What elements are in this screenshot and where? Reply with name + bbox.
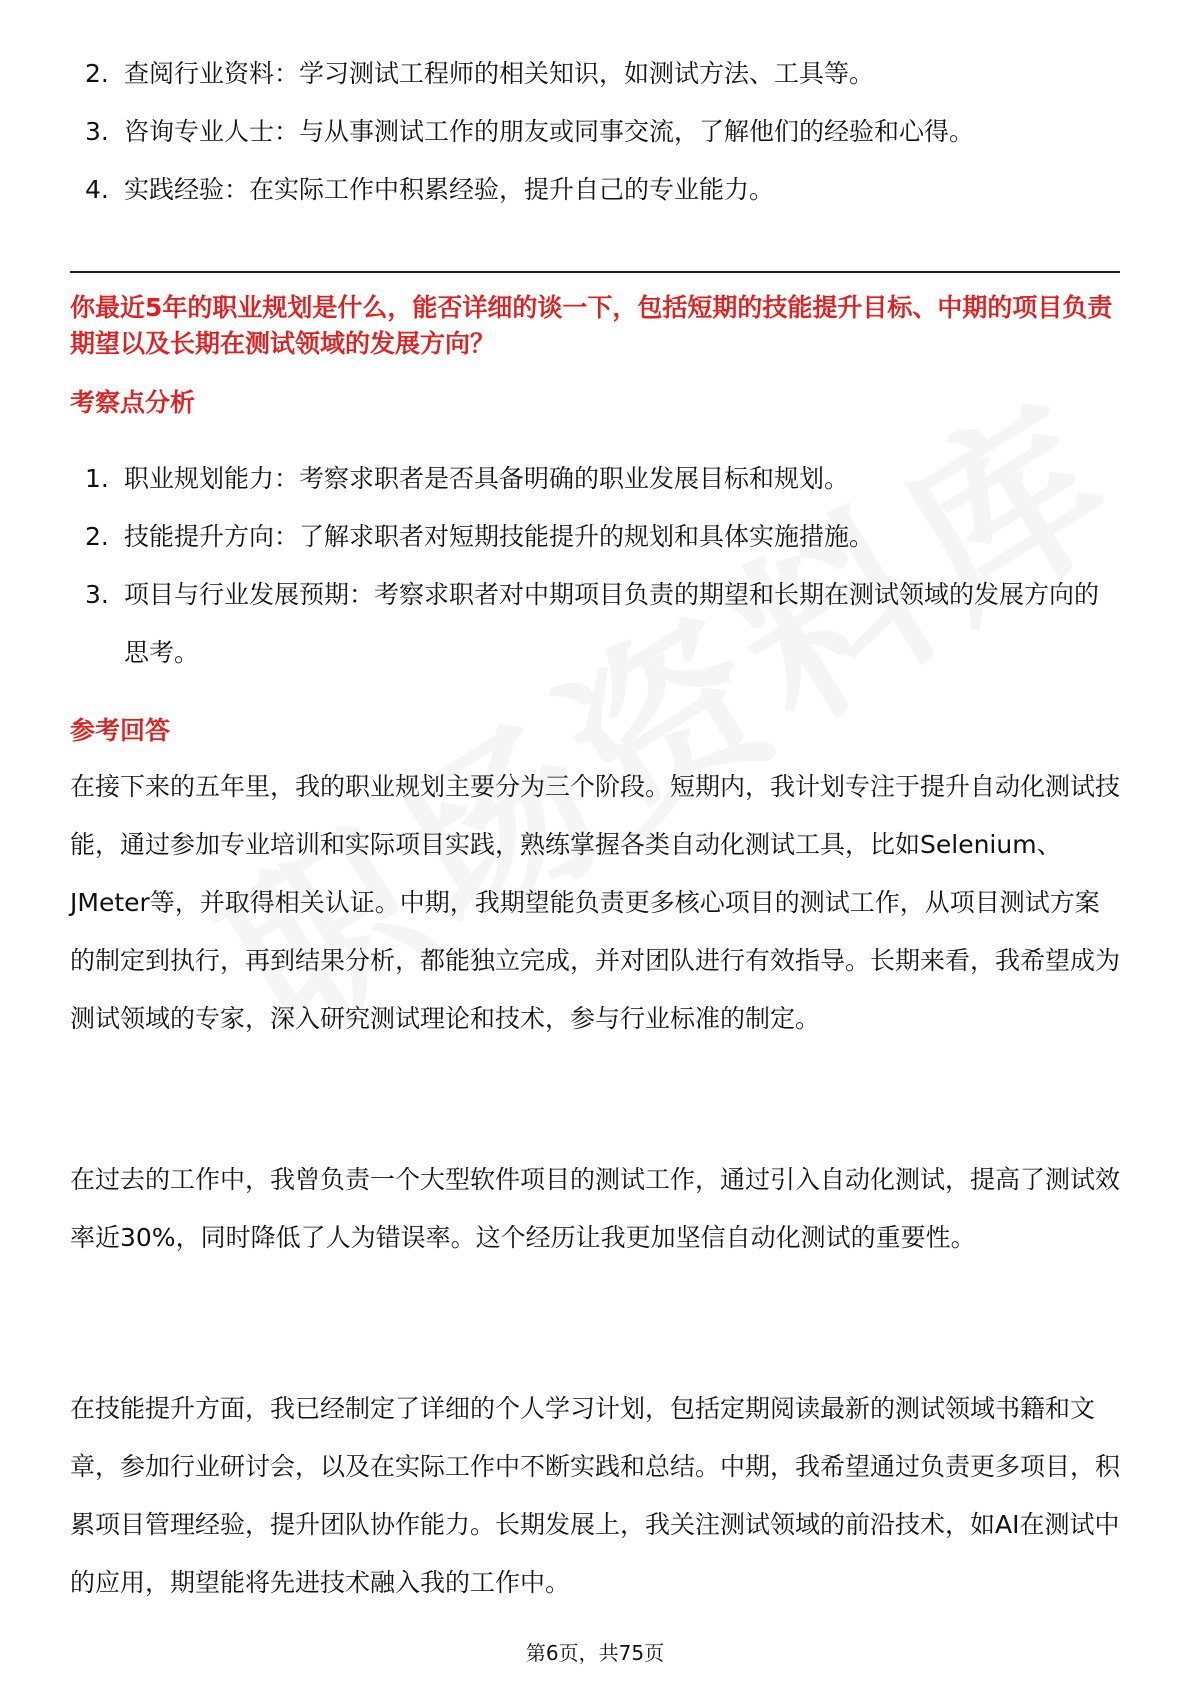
analysis-list bbox=[70, 450, 1120, 682]
list-item-number: 2. bbox=[85, 522, 109, 551]
list-item bbox=[70, 45, 974, 103]
analysis-title: 考察点分析 bbox=[70, 388, 196, 417]
answer-paragraph: 在接下来的五年里，我的职业规划主要分为三个阶段。短期内，我计划专注于提升自动化测试技能，通过参加专业培训和实际项目实践，熟练掌握各类自动化测试工具，比如Selenium、JMeter等，并取得相关认证。中期，我期望能负责更多核心项目的测试工作，从项目测试方案的制定到执行，再到结果分析，都能独立完成，并对团队进行有效指导。长期来看，我希望成为测试领域的专家，深入研究测试理论和技术，参与行业标准的制定。 bbox=[70, 772, 1121, 1033]
list-item-text: 技能提升方向：了解求职者对短期技能提升的规划和具体实施措施。 bbox=[124, 522, 875, 551]
list-item bbox=[70, 103, 974, 161]
list-item-text: 查阅行业资料：学习测试工程师的相关知识，如测试方法、工具等。 bbox=[124, 59, 875, 88]
list-item bbox=[70, 161, 974, 219]
question-heading: 你最近5年的职业规划是什么，能否详细的谈一下，包括短期的技能提升目标、中期的项目负责期望以及长期在测试领域的发展方向？ bbox=[70, 293, 1113, 358]
list-item-number: 4. bbox=[85, 175, 109, 204]
list-item-number: 1. bbox=[85, 464, 109, 493]
list-item-number: 3. bbox=[85, 117, 109, 146]
section-divider bbox=[70, 271, 1120, 273]
list-item-number: 3. bbox=[85, 580, 109, 609]
list-item-text: 项目与行业发展预期：考察求职者对中期项目负责的期望和长期在测试领域的发展方向的思考。 bbox=[124, 580, 1100, 667]
page-number: 第6页，共75页 bbox=[525, 1641, 665, 1665]
answer-paragraph: 在技能提升方面，我已经制定了详细的个人学习计划，包括定期阅读最新的测试领域书籍和文章，参加行业研讨会，以及在实际工作中不断实践和总结。中期，我希望通过负责更多项目，积累项目管理经验，提升团队协作能力。长期发展上，我关注测试领域的前沿技术，如AI在测试中的应用，期望能将先进技术融入我的工作中。 bbox=[70, 1394, 1121, 1597]
list-item bbox=[70, 450, 1120, 508]
list-item-number: 2. bbox=[85, 59, 109, 88]
list-item bbox=[70, 508, 1120, 566]
previous-answer-list bbox=[70, 45, 974, 219]
list-item-text: 咨询专业人士：与从事测试工作的朋友或同事交流，了解他们的经验和心得。 bbox=[124, 117, 975, 146]
list-item-text: 职业规划能力：考察求职者是否具备明确的职业发展目标和规划。 bbox=[124, 464, 850, 493]
answer-paragraph: 在过去的工作中，我曾负责一个大型软件项目的测试工作，通过引入自动化测试，提高了测试效率近30%，同时降低了人为错误率。这个经历让我更加坚信自动化测试的重要性。 bbox=[70, 1165, 1121, 1252]
answer-title: 参考回答 bbox=[70, 716, 171, 745]
list-item-text: 实践经验：在实际工作中积累经验，提升自己的专业能力。 bbox=[124, 175, 775, 204]
list-item bbox=[70, 566, 1120, 682]
